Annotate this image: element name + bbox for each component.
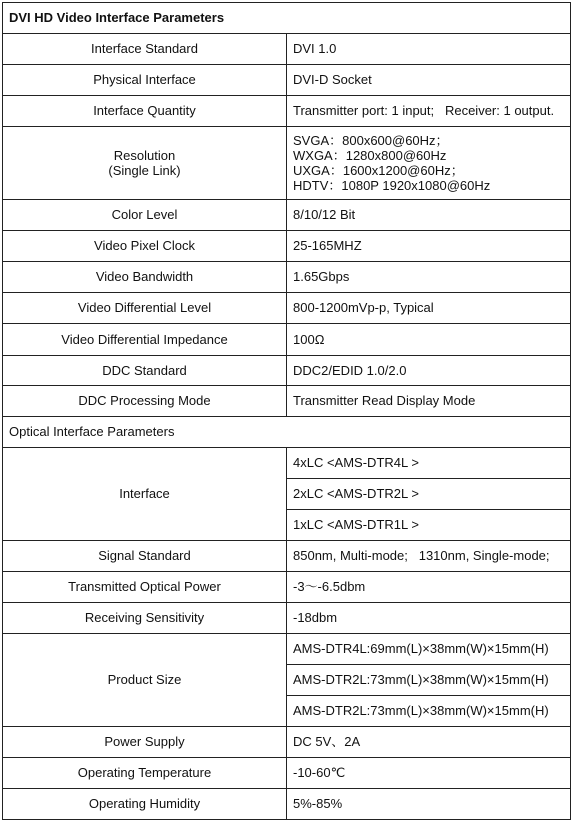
row-label	[3, 127, 287, 200]
row-label: Physical Interface	[3, 65, 287, 96]
row-value: DC 5V、2A	[287, 727, 571, 758]
table-row	[3, 293, 571, 324]
size-value: AMS-DTR4L:69mm(L)×38mm(W)×15mm(H)	[287, 634, 571, 665]
row-value: -10-60℃	[287, 758, 571, 789]
table-row	[3, 324, 571, 356]
optical-section-title: Optical Interface Parameters	[3, 417, 571, 448]
row-label: Interface Standard	[3, 34, 287, 65]
row-value: 1.65Gbps	[287, 262, 571, 293]
row-label: Video Pixel Clock	[3, 231, 287, 262]
row-value: -3～-6.5dbm	[287, 572, 571, 603]
row-value: DVI-D Socket	[287, 65, 571, 96]
row-label: Operating Temperature	[3, 758, 287, 789]
section-header-row	[3, 417, 571, 448]
table-row	[3, 758, 571, 789]
resolution-value: HDTV：1080P 1920x1080@60Hz	[293, 178, 491, 193]
table-row	[3, 603, 571, 634]
table-row	[3, 96, 571, 127]
row-label: Video Differential Impedance	[3, 324, 287, 356]
row-label: Video Bandwidth	[3, 262, 287, 293]
row-label: Receiving Sensitivity	[3, 603, 287, 634]
row-value: 800-1200mVp-p, Typical	[287, 293, 571, 324]
spec-table	[2, 2, 571, 820]
table-row	[3, 262, 571, 293]
resolution-sublabel: (Single Link)	[108, 163, 181, 178]
resolution-value: WXGA：1280x800@60Hz	[293, 148, 447, 163]
row-label: Interface	[3, 448, 287, 541]
row-label: Color Level	[3, 200, 287, 231]
interface-value: 4xLC <AMS-DTR4L >	[287, 448, 571, 479]
size-value: AMS-DTR2L:73mm(L)×38mm(W)×15mm(H)	[287, 696, 571, 727]
row-label: DDC Standard	[3, 356, 287, 386]
size-value: AMS-DTR2L:73mm(L)×38mm(W)×15mm(H)	[287, 665, 571, 696]
table-row	[3, 231, 571, 262]
resolution-value: UXGA：1600x1200@60Hz；	[293, 163, 464, 178]
row-value: 100Ω	[287, 324, 571, 356]
section-header-row	[3, 3, 571, 34]
table-row	[3, 356, 571, 386]
table-row	[3, 448, 571, 479]
resolution-values	[287, 127, 571, 200]
row-value: 25-165MHZ	[287, 231, 571, 262]
table-row	[3, 634, 571, 665]
row-value: 8/10/12 Bit	[287, 200, 571, 231]
table-row	[3, 572, 571, 603]
row-label: Transmitted Optical Power	[3, 572, 287, 603]
row-label: Video Differential Level	[3, 293, 287, 324]
table-row	[3, 34, 571, 65]
interface-value: 1xLC <AMS-DTR1L >	[287, 510, 571, 541]
row-label: Power Supply	[3, 727, 287, 758]
row-label: Product Size	[3, 634, 287, 727]
table-row	[3, 127, 571, 200]
row-value: DDC2/EDID 1.0/2.0	[287, 356, 571, 386]
table-row	[3, 727, 571, 758]
row-label: DDC Processing Mode	[3, 386, 287, 417]
row-value: 850nm, Multi-mode; 1310nm, Single-mode;	[287, 541, 571, 572]
table-row	[3, 789, 571, 820]
row-value: DVI 1.0	[287, 34, 571, 65]
row-label: Signal Standard	[3, 541, 287, 572]
row-label: Interface Quantity	[3, 96, 287, 127]
row-label: Operating Humidity	[3, 789, 287, 820]
resolution-value: SVGA：800x600@60Hz；	[293, 133, 449, 148]
row-value: Transmitter port: 1 input; Receiver: 1 output.	[287, 96, 571, 127]
table-row	[3, 541, 571, 572]
row-value: 5%-85%	[287, 789, 571, 820]
resolution-label: Resolution	[113, 148, 176, 163]
dvi-section-title: DVI HD Video Interface Parameters	[3, 3, 571, 34]
table-row	[3, 386, 571, 417]
table-row	[3, 200, 571, 231]
row-value: -18dbm	[287, 603, 571, 634]
row-value: Transmitter Read Display Mode	[287, 386, 571, 417]
table-row	[3, 65, 571, 96]
interface-value: 2xLC <AMS-DTR2L >	[287, 479, 571, 510]
